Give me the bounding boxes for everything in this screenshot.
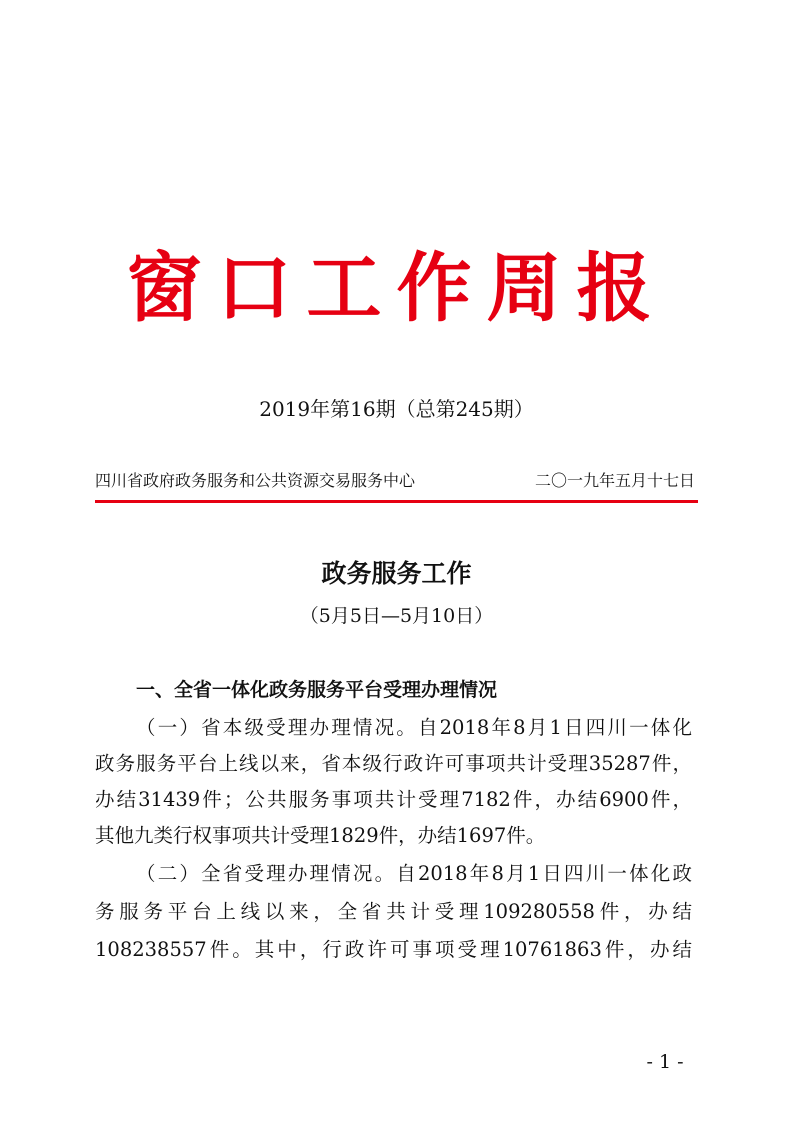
paragraph-line: 108238557件。其中，行政许可事项受理10761863件，办结 [95, 938, 692, 961]
issuer-organization: 四川省政府政务服务和公共资源交易服务中心 [95, 471, 416, 490]
paragraph-line: （二）全省受理办理情况。自2018年8月1日四川一体化政 [136, 862, 692, 885]
issuer-row [95, 470, 695, 492]
section-date-range: （5月5日—5月10日） [299, 605, 494, 627]
paragraph-line: 办结31439件；公共服务事项共计受理7182件，办结6900件， [95, 788, 692, 811]
paragraph-line: 务服务平台上线以来，全省共计受理109280558件，办结 [95, 900, 692, 923]
page-number: - 1 - [646, 1051, 684, 1073]
issue-number: 2019年第16期（总第245期） [259, 397, 534, 421]
section-title: 政务服务工作 [321, 559, 472, 588]
paragraph-line: 其他九类行权事项共计受理1829件，办结1697件。 [95, 824, 546, 847]
red-divider [95, 500, 698, 503]
paragraph-line: 政务服务平台上线以来，省本级行政许可事项共计受理35287件， [95, 752, 692, 775]
heading-1: 一、全省一体化政务服务平台受理办理情况 [136, 679, 498, 701]
issue-date: 二〇一九年五月十七日 [534, 471, 695, 490]
masthead-title: 窗口工作周报 [126, 244, 667, 332]
paragraph-line: （一）省本级受理办理情况。自2018年8月1日四川一体化 [136, 716, 692, 739]
